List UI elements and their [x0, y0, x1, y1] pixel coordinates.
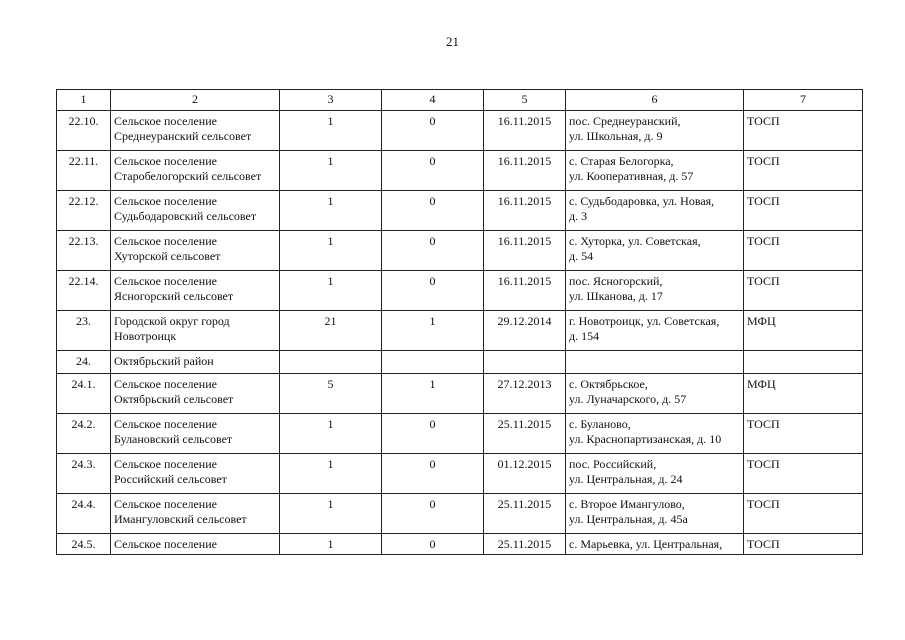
- office-type-cell: ТОСП: [744, 111, 863, 151]
- address-cell: [566, 311, 744, 351]
- column-4-cell: [382, 351, 484, 374]
- table-row: [57, 454, 863, 494]
- row-number-cell: 22.13.: [57, 231, 111, 271]
- table-body: [57, 90, 863, 555]
- address-cell: [566, 374, 744, 414]
- address-cell-line: ул. Кооперативная, д. 57: [569, 169, 694, 183]
- settlement-name-cell-line: Судьбодаровский сельсовет: [114, 209, 257, 223]
- column-3-cell: 21: [280, 311, 382, 351]
- row-number-cell: 24.: [57, 351, 111, 374]
- address-cell-line: ул. Шканова, д. 17: [569, 289, 663, 303]
- column-3-cell: 1: [280, 271, 382, 311]
- office-type-cell: ТОСП: [744, 494, 863, 534]
- settlement-name-cell-line: Российский сельсовет: [114, 472, 227, 486]
- settlement-name-cell-line: Сельское поселение: [114, 234, 217, 248]
- settlement-name-cell-line: Ясногорский сельсовет: [114, 289, 234, 303]
- row-number-cell: 22.11.: [57, 151, 111, 191]
- column-header: 2: [111, 90, 280, 111]
- settlement-name-cell: [111, 151, 280, 191]
- settlement-name-cell: [111, 494, 280, 534]
- header-row: [57, 90, 863, 111]
- settlement-name-cell: [111, 534, 280, 555]
- column-3-cell: 1: [280, 534, 382, 555]
- column-4-cell: 0: [382, 191, 484, 231]
- settlement-name-cell: [111, 231, 280, 271]
- settlement-name-cell: [111, 311, 280, 351]
- column-header: 6: [566, 90, 744, 111]
- date-cell: 27.12.2013: [484, 374, 566, 414]
- settlement-name-cell: [111, 191, 280, 231]
- settlement-name-cell-line: Сельское поселение: [114, 154, 217, 168]
- settlement-name-cell-line: Городской округ город: [114, 314, 230, 328]
- address-cell-line: с. Второе Имангулово,: [569, 497, 685, 511]
- column-header: 7: [744, 90, 863, 111]
- office-type-cell: ТОСП: [744, 231, 863, 271]
- table-row: [57, 351, 863, 374]
- address-cell-line: пос. Российский,: [569, 457, 657, 471]
- settlement-name-cell: [111, 414, 280, 454]
- column-4-cell: 1: [382, 374, 484, 414]
- column-3-cell: 1: [280, 111, 382, 151]
- settlement-name-cell-line: Сельское поселение: [114, 417, 217, 431]
- address-cell-line: ул. Школьная, д. 9: [569, 129, 663, 143]
- table-row: [57, 111, 863, 151]
- date-cell: [484, 351, 566, 374]
- address-cell-line: г. Новотроицк, ул. Советская,: [569, 314, 720, 328]
- settlement-name-cell-line: Имангуловский сельсовет: [114, 512, 247, 526]
- address-cell-line: ул. Краснопартизанская, д. 10: [569, 432, 722, 446]
- column-header: 4: [382, 90, 484, 111]
- row-number-cell: 24.2.: [57, 414, 111, 454]
- address-cell: [566, 454, 744, 494]
- column-3-cell: 1: [280, 151, 382, 191]
- row-number-cell: 24.5.: [57, 534, 111, 555]
- address-cell: [566, 534, 744, 555]
- office-type-cell: ТОСП: [744, 534, 863, 555]
- table-row: [57, 311, 863, 351]
- office-type-cell: ТОСП: [744, 151, 863, 191]
- column-3-cell: 5: [280, 374, 382, 414]
- settlement-name-cell-line: Сельское поселение: [114, 457, 217, 471]
- row-number-cell: 22.12.: [57, 191, 111, 231]
- address-cell-line: д. 54: [569, 249, 594, 263]
- office-type-cell: МФЦ: [744, 311, 863, 351]
- settlement-name-cell-line: Сельское поселение: [114, 194, 217, 208]
- row-number-cell: 24.3.: [57, 454, 111, 494]
- office-type-cell: ТОСП: [744, 191, 863, 231]
- settlement-name-cell: [111, 111, 280, 151]
- date-cell: 25.11.2015: [484, 534, 566, 555]
- address-cell: [566, 494, 744, 534]
- settlement-name-cell-line: Старобелогорский сельсовет: [114, 169, 262, 183]
- address-cell-line: с. Марьевка, ул. Центральная,: [569, 537, 723, 551]
- address-cell-line: ул. Центральная, д. 45а: [569, 512, 688, 526]
- address-cell-line: д. 154: [569, 329, 600, 343]
- settlement-name-cell-line: Октябрьский район: [114, 354, 214, 368]
- settlement-name-cell-line: Хуторской сельсовет: [114, 249, 221, 263]
- column-header: 1: [57, 90, 111, 111]
- date-cell: 25.11.2015: [484, 494, 566, 534]
- address-cell: [566, 111, 744, 151]
- address-cell-line: пос. Ясногорский,: [569, 274, 663, 288]
- table-row: [57, 271, 863, 311]
- address-cell-line: пос. Среднеуранский,: [569, 114, 681, 128]
- column-4-cell: 0: [382, 231, 484, 271]
- address-cell: [566, 231, 744, 271]
- column-3-cell: 1: [280, 191, 382, 231]
- address-cell: [566, 191, 744, 231]
- column-header: 5: [484, 90, 566, 111]
- address-cell: [566, 151, 744, 191]
- settlement-name-cell-line: Новотроицк: [114, 329, 177, 343]
- date-cell: 01.12.2015: [484, 454, 566, 494]
- settlement-name-cell: [111, 454, 280, 494]
- address-cell-line: с. Старая Белогорка,: [569, 154, 674, 168]
- column-3-cell: 1: [280, 414, 382, 454]
- address-cell-line: с. Буланово,: [569, 417, 631, 431]
- settlement-name-cell: [111, 374, 280, 414]
- column-4-cell: 0: [382, 454, 484, 494]
- table-row: [57, 151, 863, 191]
- settlement-name-cell-line: Булановский сельсовет: [114, 432, 233, 446]
- settlement-name-cell-line: Сельское поселение: [114, 114, 217, 128]
- column-3-cell: 1: [280, 231, 382, 271]
- registry-table: [56, 89, 863, 555]
- office-type-cell: [744, 351, 863, 374]
- row-number-cell: 22.14.: [57, 271, 111, 311]
- column-4-cell: 0: [382, 151, 484, 191]
- address-cell-line: с. Октябрьское,: [569, 377, 648, 391]
- date-cell: 16.11.2015: [484, 271, 566, 311]
- settlement-name-cell-line: Сельское поселение: [114, 537, 217, 551]
- address-cell-line: ул. Луначарского, д. 57: [569, 392, 687, 406]
- settlement-name-cell-line: Среднеуранский сельсовет: [114, 129, 252, 143]
- office-type-cell: ТОСП: [744, 414, 863, 454]
- column-4-cell: 0: [382, 111, 484, 151]
- column-3-cell: 1: [280, 494, 382, 534]
- office-type-cell: ТОСП: [744, 271, 863, 311]
- table-row: [57, 534, 863, 555]
- date-cell: 16.11.2015: [484, 191, 566, 231]
- table-row: [57, 414, 863, 454]
- column-4-cell: 0: [382, 271, 484, 311]
- date-cell: 16.11.2015: [484, 151, 566, 191]
- settlement-name-cell-line: Сельское поселение: [114, 377, 217, 391]
- column-3-cell: 1: [280, 454, 382, 494]
- row-number-cell: 22.10.: [57, 111, 111, 151]
- row-number-cell: 24.1.: [57, 374, 111, 414]
- date-cell: 25.11.2015: [484, 414, 566, 454]
- address-cell-line: ул. Центральная, д. 24: [569, 472, 683, 486]
- date-cell: 16.11.2015: [484, 231, 566, 271]
- settlement-name-cell-line: Октябрьский сельсовет: [114, 392, 234, 406]
- column-header: 3: [280, 90, 382, 111]
- address-cell: [566, 414, 744, 454]
- address-cell: [566, 351, 744, 374]
- table-row: [57, 231, 863, 271]
- office-type-cell: ТОСП: [744, 454, 863, 494]
- date-cell: 29.12.2014: [484, 311, 566, 351]
- column-4-cell: 0: [382, 494, 484, 534]
- column-4-cell: 0: [382, 534, 484, 555]
- page-number: 21: [446, 34, 459, 49]
- settlement-name-cell: [111, 351, 280, 374]
- address-cell-line: с. Судьбодаровка, ул. Новая,: [569, 194, 715, 208]
- address-cell: [566, 271, 744, 311]
- column-3-cell: [280, 351, 382, 374]
- row-number-cell: 23.: [57, 311, 111, 351]
- settlement-name-cell-line: Сельское поселение: [114, 497, 217, 511]
- office-type-cell: МФЦ: [744, 374, 863, 414]
- address-cell-line: д. 3: [569, 209, 588, 223]
- table-row: [57, 494, 863, 534]
- column-4-cell: 1: [382, 311, 484, 351]
- settlement-name-cell-line: Сельское поселение: [114, 274, 217, 288]
- date-cell: 16.11.2015: [484, 111, 566, 151]
- column-4-cell: 0: [382, 414, 484, 454]
- row-number-cell: 24.4.: [57, 494, 111, 534]
- table-row: [57, 374, 863, 414]
- address-cell-line: с. Хуторка, ул. Советская,: [569, 234, 701, 248]
- table-row: [57, 191, 863, 231]
- settlement-name-cell: [111, 271, 280, 311]
